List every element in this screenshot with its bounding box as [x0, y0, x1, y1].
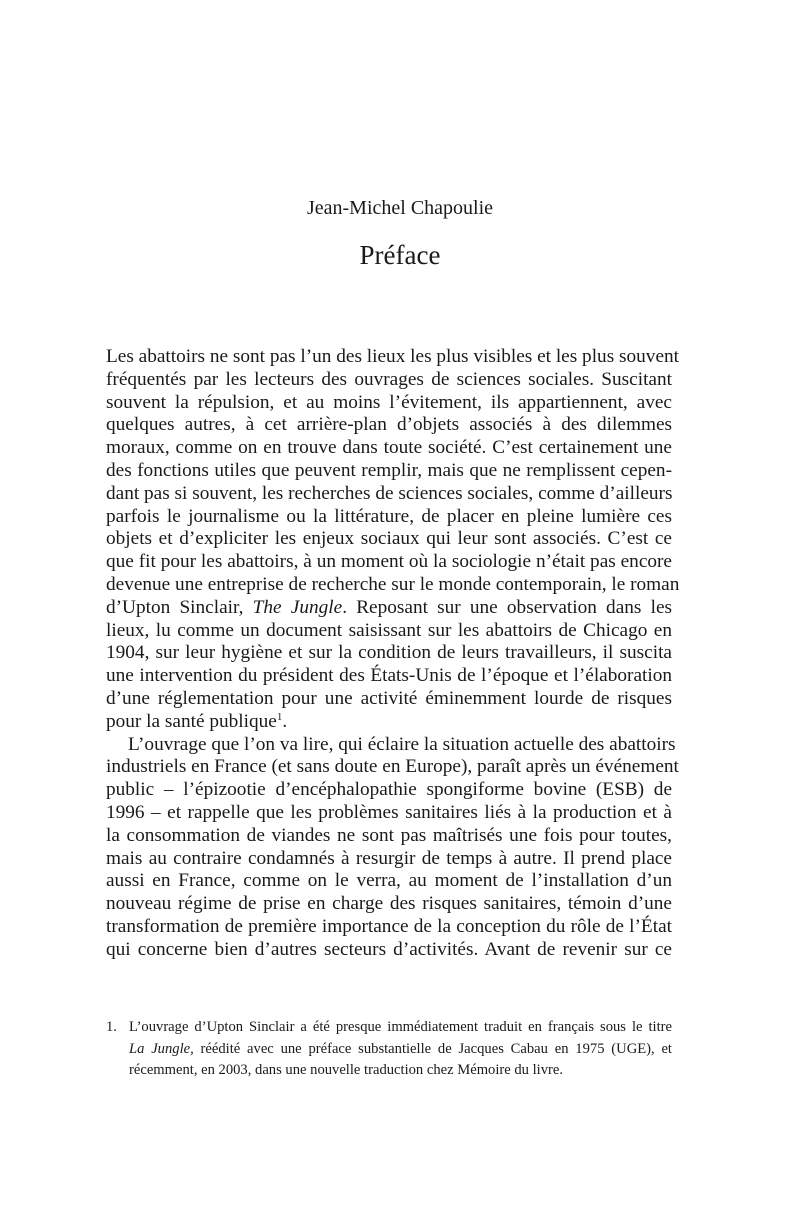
text-line: devenue une entreprise de recherche sur le monde contemporain, le roman	[106, 573, 680, 595]
footnote-line	[106, 1039, 672, 1061]
body-text	[106, 346, 680, 962]
text-line: nouveau régime de prise en charge des risques sanitaires, témoin d’une	[106, 893, 672, 915]
text-line: souvent la répulsion, et au moins l’évitement, ils appartiennent, avec	[106, 391, 672, 413]
footnote-line	[106, 1017, 672, 1039]
text-line	[106, 597, 672, 620]
text-line: transformation de première importance de la conception du rôle de l’État	[106, 915, 672, 937]
author-name: Jean-Michel Chapoulie	[306, 197, 494, 219]
footnote-text: L’ouvrage d’Upton Sinclair a été presque immédiatement traduit en français sous le titre	[129, 1019, 672, 1035]
text-fragment: . Reposant sur une observation dans les	[342, 596, 673, 618]
text-line: quelques autres, à cet arrière-plan d’objets associés à des dilemmes	[106, 414, 672, 436]
text-line: L’ouvrage que l’on va lire, qui éclaire la situation actuelle des abattoirs	[128, 733, 676, 755]
text-line: mais au contraire condamnés à resurgir de temps à autre. Il prend place	[106, 847, 672, 869]
text-line: lieux, lu comme un document saisissant sur les abattoirs de Chicago en	[106, 619, 672, 641]
text-line	[106, 711, 672, 734]
book-title: The Jungle	[252, 596, 343, 618]
text-line: la consommation de viandes ne sont pas maîtrisés une fois pour toutes,	[106, 824, 672, 846]
text-line: Les abattoirs ne sont pas l’un des lieux les plus visibles et les plus souvent	[106, 346, 680, 367]
text-fragment: pour la santé publique	[106, 710, 277, 732]
footnote-reference[interactable]: 1	[276, 710, 283, 723]
text-line: moraux, comme on en trouve dans toute société. C’est certainement une	[106, 437, 672, 459]
text-line: objets et d’expliciter les enjeux sociaux qui leur sont associés. C’est ce	[106, 528, 672, 550]
chapter-title: Préface	[359, 240, 441, 270]
footnotes	[106, 1017, 672, 1082]
text-line: fréquentés par les lecteurs des ouvrages de sciences sociales. Suscitant	[106, 368, 672, 390]
text-line: public – l’épizootie d’encéphalopathie spongiforme bovine (ESB) de	[106, 779, 672, 801]
text-line: 1996 – et rappelle que les problèmes sanitaires liés à la production et à	[106, 801, 672, 823]
text-fragment: d’Upton Sinclair,	[106, 596, 253, 618]
text-line: 1904, sur leur hygiène et sur la condition de leurs travailleurs, il suscita	[106, 642, 672, 664]
text-line: qui concerne bien d’autres secteurs d’activités. Avant de revenir sur ce	[106, 938, 672, 960]
footnote-text: réédité avec une préface substantielle de Jacques Cabau en 1975 (UGE), et	[193, 1040, 672, 1057]
text-line: aussi en France, comme on le verra, au moment de l’installation d’un	[106, 870, 672, 892]
text-line: des fonctions utiles que peuvent remplir, mais que ne remplissent cepen-	[106, 459, 672, 481]
text-line: industriels en France (et sans doute en Europe), paraît après un événement	[106, 756, 679, 778]
text-line: d’une réglementation pour une activité éminemment lourde de risques	[106, 687, 672, 709]
footnote-line: récemment, en 2003, dans une nouvelle traduction chez Mémoire du livre.	[129, 1062, 564, 1078]
text-line: dant pas si souvent, les recherches de sciences sociales, comme d’ailleurs	[106, 482, 673, 504]
book-title: La Jungle,	[129, 1040, 194, 1057]
text-line: une intervention du président des États-Unis de l’époque et l’élaboration	[106, 665, 672, 687]
footnote-number: 1.	[106, 1019, 117, 1035]
text-line: parfois le journalisme ou la littérature, de placer en pleine lumière ces	[106, 505, 672, 527]
text-line: que fit pour les abattoirs, à un moment où la sociologie n’était pas encore	[106, 551, 672, 573]
text-fragment: .	[282, 710, 288, 732]
